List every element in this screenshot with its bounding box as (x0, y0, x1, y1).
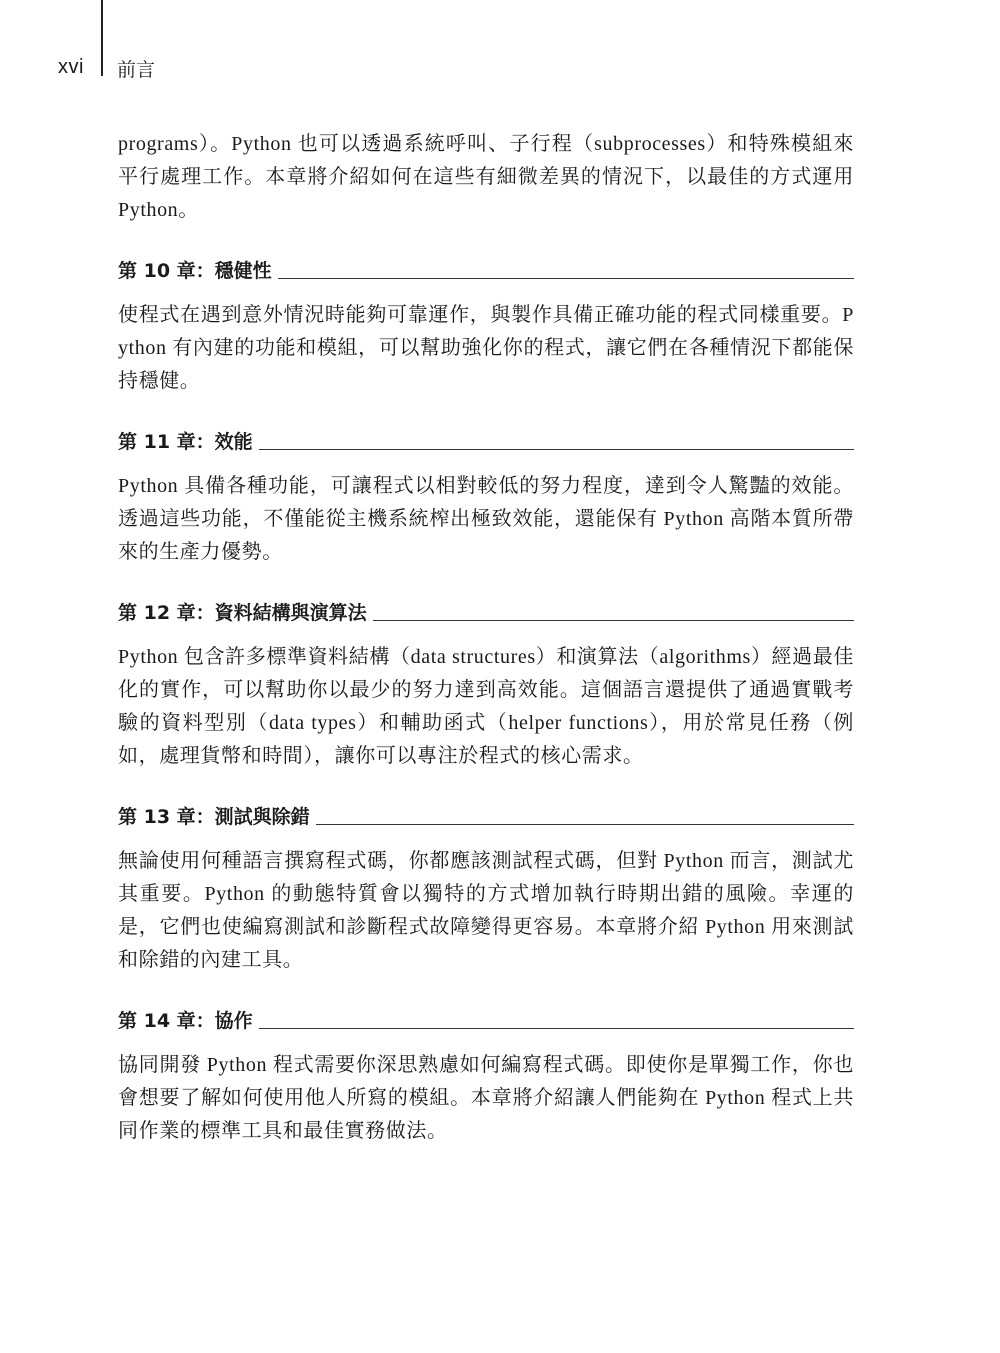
chapter-title: 第 14 章：協作 (118, 1010, 253, 1032)
chapter-14-section (118, 1003, 854, 1148)
running-head: 前言 (117, 59, 156, 81)
header-divider (101, 0, 103, 76)
chapter-description: 使程式在遇到意外情況時能夠可靠運作，與製作具備正確功能的程式同樣重要。Python 有內建的功能和模組，可以幫助強化你的程式，讓它們在各種情況下都能保持穩健。 (118, 304, 854, 392)
chapter-description: 無論使用何種語言撰寫程式碼，你都應該測試程式碼，但對 Python 而言，測試尤其重要。Python 的動態特質會以獨特的方式增加執行時期出錯的風險。幸運的是，它們也使編寫測試和診斷程式故障變得更容易。本章將介紹 Python 用來測試和除錯的內建工具。 (118, 850, 854, 971)
intro-paragraph: programs）。Python 也可以透過系統呼叫、子行程（subprocesses）和特殊模組來平行處理工作。本章將介紹如何在這些有細微差異的情況下，以最佳的方式運用 Python。 (118, 133, 854, 221)
chapter-title: 第 12 章：資料結構與演算法 (118, 602, 367, 624)
heading-rule (259, 1028, 854, 1029)
heading-rule (316, 824, 854, 825)
page-number: xvi (58, 56, 84, 78)
chapter-title: 第 10 章：穩健性 (118, 260, 272, 282)
chapter-12-section (118, 595, 854, 773)
chapter-heading (118, 1003, 854, 1033)
chapter-title: 第 11 章：效能 (118, 431, 253, 453)
chapter-13-section (118, 799, 854, 977)
chapter-heading (118, 799, 854, 829)
chapter-title: 第 13 章：測試與除錯 (118, 806, 310, 828)
chapter-description: Python 具備各種功能，可讓程式以相對較低的努力程度，達到令人驚豔的效能。透過這些功能，不僅能從主機系統榨出極致效能，還能保有 Python 高階本質所帶來的生產力優勢。 (118, 475, 854, 563)
chapter-description: 協同開發 Python 程式需要你深思熟慮如何編寫程式碼。即使你是單獨工作，你也會想要了解如何使用他人所寫的模組。本章將介紹讓人們能夠在 Python 程式上共同作業的標準工具和最佳實務做法。 (118, 1054, 854, 1142)
chapter-heading (118, 253, 854, 283)
heading-rule (259, 449, 854, 450)
chapter-10-section (118, 253, 854, 398)
heading-rule (373, 620, 854, 621)
chapter-11-section (118, 424, 854, 569)
chapter-heading (118, 595, 854, 625)
chapter-description: Python 包含許多標準資料結構（data structures）和演算法（algorithms）經過最佳化的實作，可以幫助你以最少的努力達到高效能。這個語言還提供了通過實戰考驗的資料型別（data types）和輔助函式（helper functions），用於常見任務（例如，處理貨幣和時間），讓你可以專注於程式的核心需求。 (118, 646, 854, 767)
page-header (0, 0, 1000, 90)
page-content (118, 128, 854, 1148)
heading-rule (278, 278, 854, 279)
chapter-heading (118, 424, 854, 454)
